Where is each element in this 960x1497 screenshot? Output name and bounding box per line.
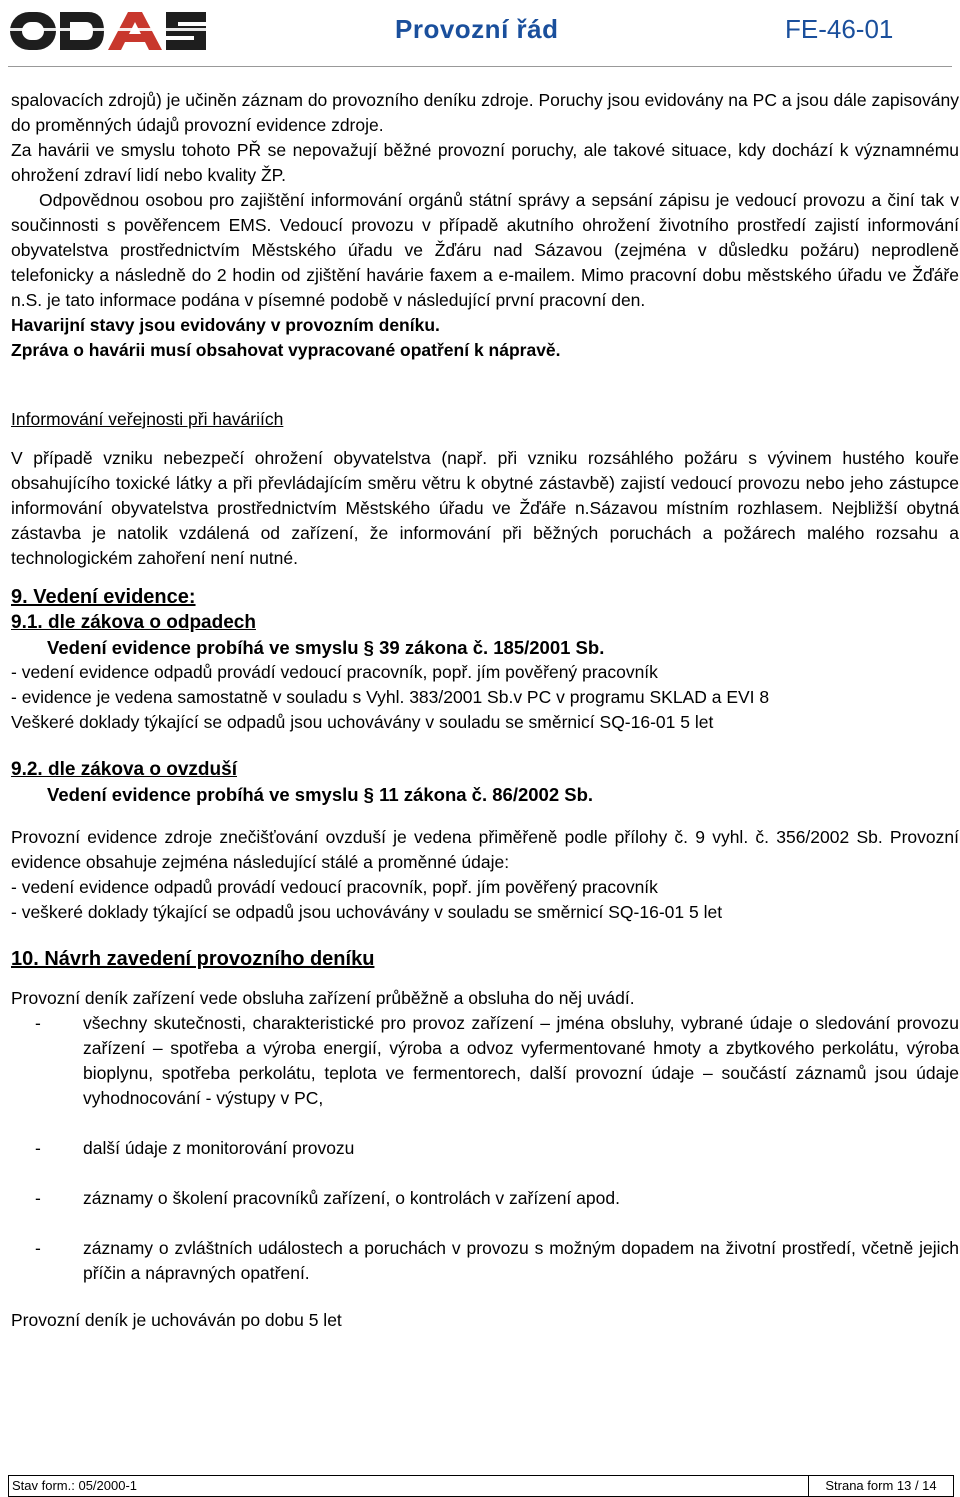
section-9-1-line-1: - vedení evidence odpadů provádí vedoucí pracovník, popř. jím pověřený pracovník [11, 662, 658, 682]
list-item: - všechny skutečnosti, charakteristické pro provoz zařízení – jména obsluhy, vybrané údaje o sledování provozu zařízení – spotřeba a výroba energií, výroba a odvoz vyfermentované hmoty a zbytkového perkolátu, výroba bioplynu, spotřeba perkolátu, teplota ve fermentorech, další provozní údaje – součástí záznamů jsou údaje vyhodnocování - výstupy v PC, [35, 1013, 959, 1108]
section-10-title: 10. Návrh zavedení provozního deníku [11, 948, 375, 970]
list-item: - záznamy o školení pracovníků zařízení, o kontrolách v zařízení apod. [35, 1188, 620, 1208]
section-9-1-line-3: Veškeré doklady týkající se odpadů jsou uchovávány v souladu se směrnicí SQ-16-01 5 let [11, 712, 714, 732]
page-number: Strana form 13 / 14 [808, 1476, 953, 1496]
section-9-1-title: 9.1. dle zákova o odpadech [11, 612, 256, 633]
document-body [11, 88, 959, 1333]
section-9-1-subtitle: Vedení evidence probíhá ve smyslu § 39 zákona č. 185/2001 Sb. [47, 637, 605, 658]
section-9-1-line-2: - evidence je vedena samostatně v souladu s Vyhl. 383/2001 Sb.v PC v programu SKLAD a EVI 8 [11, 687, 770, 707]
form-status: Stav form.: 05/2000-1 [12, 1478, 138, 1493]
company-logo [8, 6, 208, 56]
paragraph-accident-definition: Za havárii ve smyslu tohoto PŘ se nepovažují běžné provozní poruchy, ale takové situace, kdy dochází k významnému ohrožení zdraví lidí nebo kvality ŽP. [11, 140, 959, 185]
section-9-title: 9. Vedení evidence: [11, 586, 196, 608]
paragraph-responsible-person: Odpovědnou osobou pro zajištění informování orgánů státní správy a sepsání zápisu je vedoucí provozu a činí tak v součinnosti s pověřencem EMS. Vedoucí provozu v případě akutního ohrožení životního prostředí zajistí informování obyvatelstva prostřednictvím Městského úřadu ve Žďáru nad Sázavou (zejména v důsledku požáru) neprodleně telefonicky a následně do 2 hodin od zjištění havárie faxem a e-mailem. Mimo pracovní dobu městského úřadu ve Žďáře n.S. je tato informace podána v písemné podobě v následující první pracovní den. [11, 190, 959, 310]
section-9-2-line-1: - vedení evidence odpadů provádí vedoucí pracovník, popř. jím pověřený pracovník [11, 877, 658, 897]
section-9-2-subtitle: Vedení evidence probíhá ve smyslu § 11 zákona č. 86/2002 Sb. [47, 784, 594, 805]
paragraph-emergency-log: Havarijní stavy jsou evidovány v provozním deníku. [11, 315, 440, 335]
header-divider [8, 66, 952, 67]
section-10-list [11, 1011, 959, 1286]
page-footer [8, 1475, 954, 1497]
document-title: Provozní řád [395, 14, 559, 44]
public-info-heading: Informování veřejnosti při haváriích [11, 409, 284, 429]
public-info-text: V případě vzniku nebezpečí ohrožení obyvatelstva (např. při vzniku rozsáhlého požáru s vývinem hustého kouře obsahujícího toxické látky a při převládajícím směru větru k obytné zástavbě) zajistí vedoucí provozu nebo jeho zástupce informování obyvatelstva prostřednictvím Městského úřadu ve Žďáře n.Sázavou místním rozhlasem. Nejbližší obytná zástavba je natolik vzdálená od zařízení, že informování při běžných poruchách a požárech malého rozsahu a technologickém zahoření není nutné. [11, 448, 959, 568]
paragraph-incident-log: spalovacích zdrojů) je učiněn záznam do provozního deníku zdroje. Poruchy jsou evidovány na PC a jsou dále zapisovány do proměnných údajů provozní evidence zdroje. [11, 90, 959, 135]
page-header [0, 0, 960, 62]
section-9-2-paragraph: Provozní evidence zdroje znečišťování ovzduší je vedena přiměřeně podle přílohy č. 9 vyhl. č. 356/2002 Sb. Provozní evidence obsahuje zejména následující stálé a proměnné údaje: [11, 827, 959, 872]
list-item: - záznamy o zvláštních událostech a poruchách v provozu s možným dopadem na životní prostředí, včetně jejich příčin a nápravných opatření. [35, 1238, 959, 1283]
section-9-2-title: 9.2. dle zákova o ovzduší [11, 759, 237, 780]
section-9-2-line-2: - veškeré doklady týkající se odpadů jsou uchovávány v souladu se směrnicí SQ-16-01 5 let [11, 902, 723, 922]
list-item: - další údaje z monitorování provozu [35, 1138, 355, 1158]
paragraph-accident-report: Zpráva o havárii musí obsahovat vypracované opatření k nápravě. [11, 340, 561, 360]
section-10-intro: Provozní deník zařízení vede obsluha zařízení průběžně a obsluha do něj uvádí. [11, 988, 635, 1008]
section-10-outro: Provozní deník je uchováván po dobu 5 let [11, 1310, 342, 1330]
document-code: FE-46-01 [785, 14, 894, 44]
